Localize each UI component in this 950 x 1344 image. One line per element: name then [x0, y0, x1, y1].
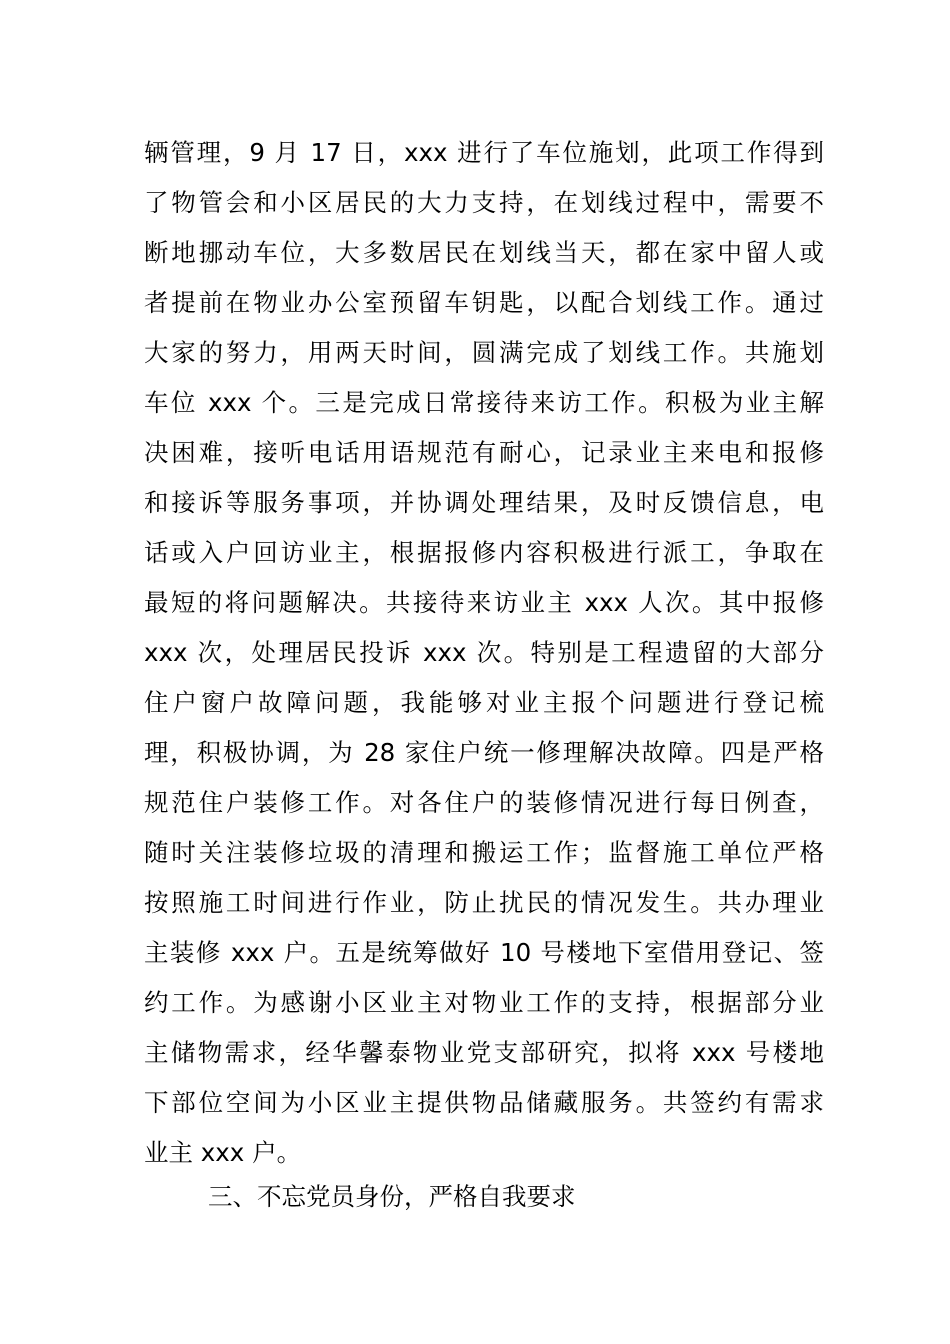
paragraph-line: 决困难，接听电话用语规范有耐心，记录业主来电和报修 — [144, 438, 824, 467]
paragraph-line: 规范住户装修工作。对各住户的装修情况进行每日例查， — [144, 788, 824, 817]
paragraph-line: 住户窗户故障问题，我能够对业主报个问题进行登记梳 — [144, 688, 824, 717]
paragraph-line: 业主 xxx 户。 — [144, 1138, 302, 1167]
paragraph-line: 断地挪动车位，大多数居民在划线当天，都在家中留人或 — [144, 238, 824, 267]
paragraph-line: xxx 次，处理居民投诉 xxx 次。特别是工程遗留的大部分 — [144, 638, 824, 667]
paragraph-line: 约工作。为感谢小区业主对物业工作的支持，根据部分业 — [144, 988, 824, 1017]
paragraph-line: 话或入户回访业主，根据报修内容积极进行派工，争取在 — [144, 538, 824, 567]
paragraph-line: 和接诉等服务事项，并协调处理结果，及时反馈信息，电 — [144, 488, 824, 517]
paragraph-line: 了物管会和小区居民的大力支持，在划线过程中，需要不 — [144, 188, 824, 217]
paragraph-line: 者提前在物业办公室预留车钥匙，以配合划线工作。通过 — [144, 288, 824, 317]
paragraph-line: 主装修 xxx 户。五是统筹做好 10 号楼地下室借用登记、签 — [144, 938, 824, 967]
paragraph-line: 主储物需求，经华馨泰物业党支部研究，拟将 xxx 号楼地 — [144, 1038, 824, 1067]
paragraph-line: 最短的将问题解决。共接待来访业主 xxx 人次。其中报修 — [144, 588, 824, 617]
paragraph-line: 理，积极协调，为 28 家住户统一修理解决故障。四是严格 — [144, 738, 824, 767]
section-heading: 三、不忘党员身份，严格自我要求 — [208, 1182, 576, 1211]
paragraph-line: 按照施工时间进行作业，防止扰民的情况发生。共办理业 — [144, 888, 824, 917]
body-paragraph — [144, 128, 824, 1178]
paragraph-line: 大家的努力，用两天时间，圆满完成了划线工作。共施划 — [144, 338, 824, 367]
paragraph-line: 车位 xxx 个。三是完成日常接待来访工作。积极为业主解 — [144, 388, 824, 417]
paragraph-line: 辆管理，9 月 17 日，xxx 进行了车位施划，此项工作得到 — [144, 138, 824, 167]
paragraph-line: 下部位空间为小区业主提供物品储藏服务。共签约有需求 — [144, 1088, 824, 1117]
paragraph-line: 随时关注装修垃圾的清理和搬运工作；监督施工单位严格 — [144, 838, 824, 867]
